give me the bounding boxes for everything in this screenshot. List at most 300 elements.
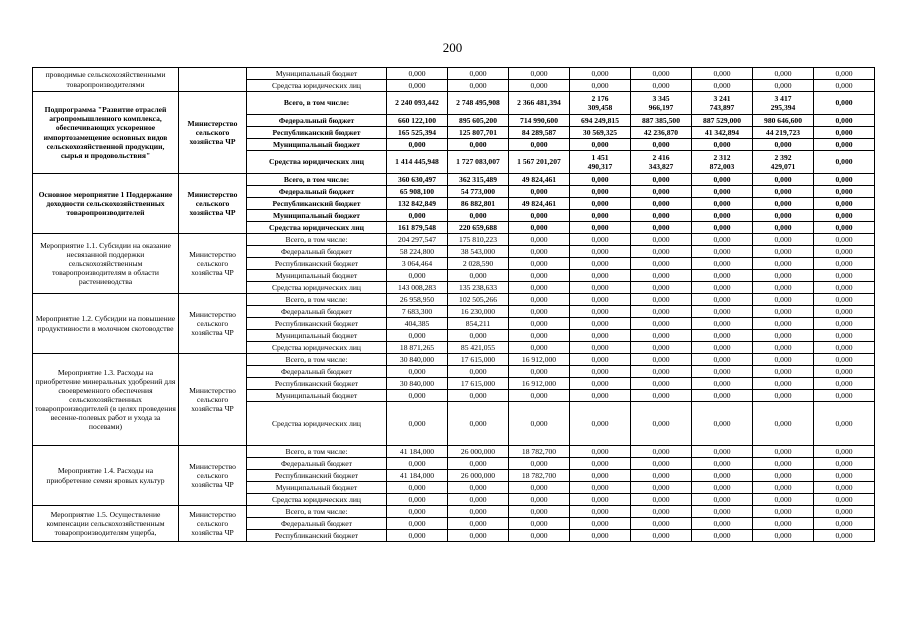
- amount-cell: 0,000: [570, 506, 631, 518]
- amount-cell: 0,000: [631, 198, 692, 210]
- amount-cell: 0,000: [753, 354, 814, 366]
- funding-source: Федеральный бюджет: [247, 246, 387, 258]
- amount-cell: 0,000: [753, 482, 814, 494]
- amount-cell: 0,000: [753, 318, 814, 330]
- amount-cell: 0,000: [814, 318, 875, 330]
- amount-cell: 0,000: [692, 68, 753, 80]
- amount-cell: 0,000: [631, 306, 692, 318]
- activity-name: Подпрограмма "Развитие отраслей агропромышленного комплекса, обеспечивающих ускоренное импортозамещение основных видов сельскохозяйственной продукции, сырья и продовольствия": [33, 92, 179, 174]
- amount-cell: 0,000: [753, 494, 814, 506]
- amount-cell: 0,000: [570, 294, 631, 306]
- amount-cell: 0,000: [570, 270, 631, 282]
- amount-cell: 2 366 481,394: [509, 92, 570, 115]
- amount-cell: 0,000: [631, 186, 692, 198]
- funding-source: Всего, в том числе:: [247, 234, 387, 246]
- amount-cell: 0,000: [692, 354, 753, 366]
- amount-cell: 694 249,815: [570, 115, 631, 127]
- activity-name: Мероприятие 1.1. Субсидии на оказание несвязанной поддержки сельскохозяйственным товаропроизводителям в области растениеводства: [33, 234, 179, 294]
- amount-cell: 0,000: [753, 378, 814, 390]
- amount-cell: 0,000: [753, 222, 814, 234]
- activity-name: Мероприятие 1.5. Осуществление компенсации сельскохозяйственным товаропроизводителям ущерба,: [33, 506, 179, 542]
- amount-cell: 220 659,688: [448, 222, 509, 234]
- amount-cell: 58 224,800: [387, 246, 448, 258]
- amount-cell: 0,000: [631, 222, 692, 234]
- amount-cell: 30 840,000: [387, 354, 448, 366]
- amount-cell: 0,000: [631, 354, 692, 366]
- amount-cell: 0,000: [814, 151, 875, 174]
- amount-cell: 0,000: [814, 127, 875, 139]
- activity-name: Мероприятие 1.3. Расходы на приобретение минеральных удобрений для своевременного обеспечения сельскохозяйственных товаропроизводителей (в целях проведения весенне-полевых работ и ухода за посевами): [33, 354, 179, 446]
- amount-cell: 0,000: [814, 306, 875, 318]
- amount-cell: 0,000: [448, 458, 509, 470]
- funding-source: Всего, в том числе:: [247, 446, 387, 458]
- amount-cell: 0,000: [570, 174, 631, 186]
- funding-source: Республиканский бюджет: [247, 198, 387, 210]
- amount-cell: 0,000: [814, 210, 875, 222]
- amount-cell: 86 882,801: [448, 198, 509, 210]
- amount-cell: 0,000: [631, 378, 692, 390]
- executor: Министерство сельского хозяйства ЧР: [179, 92, 247, 174]
- activity-name: Мероприятие 1.4. Расходы на приобретение семян яровых культур: [33, 446, 179, 506]
- amount-cell: 0,000: [631, 342, 692, 354]
- amount-cell: 2 392 429,071: [753, 151, 814, 174]
- amount-cell: 54 773,000: [448, 186, 509, 198]
- funding-source: Средства юридических лиц: [247, 282, 387, 294]
- amount-cell: 0,000: [814, 366, 875, 378]
- amount-cell: 0,000: [509, 270, 570, 282]
- amount-cell: 0,000: [753, 139, 814, 151]
- amount-cell: 0,000: [753, 330, 814, 342]
- amount-cell: 0,000: [631, 68, 692, 80]
- amount-cell: 2 176 309,458: [570, 92, 631, 115]
- amount-cell: 854,211: [448, 318, 509, 330]
- amount-cell: 0,000: [692, 330, 753, 342]
- executor: Министерство сельского хозяйства ЧР: [179, 506, 247, 542]
- amount-cell: 0,000: [448, 390, 509, 402]
- amount-cell: 0,000: [631, 246, 692, 258]
- amount-cell: 887 385,500: [631, 115, 692, 127]
- amount-cell: 0,000: [570, 446, 631, 458]
- amount-cell: 41 184,000: [387, 446, 448, 458]
- amount-cell: 0,000: [753, 258, 814, 270]
- amount-cell: 0,000: [509, 458, 570, 470]
- amount-cell: 42 236,870: [631, 127, 692, 139]
- amount-cell: 3 064,464: [387, 258, 448, 270]
- amount-cell: 0,000: [509, 342, 570, 354]
- amount-cell: 0,000: [692, 139, 753, 151]
- amount-cell: 0,000: [631, 258, 692, 270]
- amount-cell: 0,000: [509, 306, 570, 318]
- amount-cell: 0,000: [753, 198, 814, 210]
- amount-cell: 0,000: [753, 270, 814, 282]
- amount-cell: 1 414 445,948: [387, 151, 448, 174]
- amount-cell: 0,000: [753, 470, 814, 482]
- amount-cell: 0,000: [753, 342, 814, 354]
- amount-cell: 0,000: [570, 234, 631, 246]
- executor: Министерство сельского хозяйства ЧР: [179, 354, 247, 446]
- amount-cell: 0,000: [509, 518, 570, 530]
- funding-source: Федеральный бюджет: [247, 306, 387, 318]
- amount-cell: 17 615,000: [448, 354, 509, 366]
- funding-source: Муниципальный бюджет: [247, 390, 387, 402]
- amount-cell: 0,000: [631, 402, 692, 446]
- amount-cell: 0,000: [692, 234, 753, 246]
- amount-cell: 0,000: [814, 92, 875, 115]
- amount-cell: 0,000: [570, 306, 631, 318]
- amount-cell: 0,000: [631, 330, 692, 342]
- amount-cell: 0,000: [814, 80, 875, 92]
- table-row: [33, 174, 875, 186]
- amount-cell: 3 345 966,197: [631, 92, 692, 115]
- amount-cell: 0,000: [387, 518, 448, 530]
- amount-cell: 0,000: [570, 530, 631, 542]
- amount-cell: 0,000: [753, 506, 814, 518]
- amount-cell: 0,000: [631, 294, 692, 306]
- funding-source: Всего, в том числе:: [247, 92, 387, 115]
- amount-cell: 0,000: [814, 174, 875, 186]
- amount-cell: 0,000: [387, 494, 448, 506]
- amount-cell: 0,000: [692, 80, 753, 92]
- amount-cell: 0,000: [570, 80, 631, 92]
- amount-cell: 2 312 872,003: [692, 151, 753, 174]
- amount-cell: 0,000: [509, 530, 570, 542]
- amount-cell: 980 646,600: [753, 115, 814, 127]
- amount-cell: 175 810,223: [448, 234, 509, 246]
- amount-cell: 0,000: [753, 518, 814, 530]
- amount-cell: 0,000: [692, 530, 753, 542]
- amount-cell: 1 451 490,317: [570, 151, 631, 174]
- amount-cell: 0,000: [753, 210, 814, 222]
- funding-source: Муниципальный бюджет: [247, 210, 387, 222]
- amount-cell: 0,000: [509, 366, 570, 378]
- amount-cell: 0,000: [448, 139, 509, 151]
- amount-cell: 0,000: [448, 210, 509, 222]
- amount-cell: 0,000: [631, 530, 692, 542]
- amount-cell: 0,000: [570, 198, 631, 210]
- funding-source: Средства юридических лиц: [247, 80, 387, 92]
- amount-cell: 0,000: [692, 494, 753, 506]
- funding-source: Всего, в том числе:: [247, 174, 387, 186]
- amount-cell: 0,000: [387, 366, 448, 378]
- amount-cell: 0,000: [570, 366, 631, 378]
- amount-cell: 0,000: [387, 390, 448, 402]
- amount-cell: 26 958,950: [387, 294, 448, 306]
- amount-cell: 0,000: [570, 390, 631, 402]
- amount-cell: 0,000: [814, 270, 875, 282]
- funding-source: Всего, в том числе:: [247, 294, 387, 306]
- amount-cell: 0,000: [692, 270, 753, 282]
- amount-cell: 0,000: [570, 258, 631, 270]
- amount-cell: 0,000: [387, 530, 448, 542]
- amount-cell: 0,000: [814, 222, 875, 234]
- amount-cell: 41 184,000: [387, 470, 448, 482]
- amount-cell: 0,000: [570, 470, 631, 482]
- amount-cell: 0,000: [448, 530, 509, 542]
- table-row: [33, 234, 875, 246]
- amount-cell: 0,000: [448, 330, 509, 342]
- funding-source: Средства юридических лиц: [247, 494, 387, 506]
- amount-cell: 0,000: [631, 366, 692, 378]
- amount-cell: 0,000: [692, 482, 753, 494]
- activity-name: Мероприятие 1.2. Субсидии на повышение продуктивности в молочном скотоводстве: [33, 294, 179, 354]
- amount-cell: 0,000: [753, 246, 814, 258]
- amount-cell: 0,000: [692, 366, 753, 378]
- amount-cell: 0,000: [814, 378, 875, 390]
- table-row: [33, 506, 875, 518]
- amount-cell: 0,000: [814, 494, 875, 506]
- amount-cell: 0,000: [692, 518, 753, 530]
- amount-cell: 3 241 743,897: [692, 92, 753, 115]
- amount-cell: 143 008,283: [387, 282, 448, 294]
- amount-cell: 0,000: [814, 258, 875, 270]
- amount-cell: 0,000: [631, 210, 692, 222]
- amount-cell: 0,000: [753, 234, 814, 246]
- amount-cell: 0,000: [631, 174, 692, 186]
- amount-cell: 0,000: [509, 294, 570, 306]
- amount-cell: 0,000: [631, 470, 692, 482]
- amount-cell: 0,000: [448, 366, 509, 378]
- amount-cell: 30 840,000: [387, 378, 448, 390]
- amount-cell: 17 615,000: [448, 378, 509, 390]
- funding-source: Средства юридических лиц: [247, 402, 387, 446]
- amount-cell: 0,000: [692, 294, 753, 306]
- amount-cell: 0,000: [814, 234, 875, 246]
- amount-cell: 0,000: [631, 282, 692, 294]
- executor: Министерство сельского хозяйства ЧР: [179, 174, 247, 234]
- amount-cell: 0,000: [753, 390, 814, 402]
- table-row: [33, 446, 875, 458]
- amount-cell: 0,000: [509, 210, 570, 222]
- amount-cell: 0,000: [509, 330, 570, 342]
- amount-cell: 0,000: [570, 246, 631, 258]
- funding-source: Федеральный бюджет: [247, 115, 387, 127]
- funding-source: Республиканский бюджет: [247, 318, 387, 330]
- amount-cell: 0,000: [509, 234, 570, 246]
- amount-cell: 2 240 093,442: [387, 92, 448, 115]
- table-row: [33, 92, 875, 115]
- amount-cell: 30 569,325: [570, 127, 631, 139]
- amount-cell: 0,000: [387, 139, 448, 151]
- amount-cell: 102 505,266: [448, 294, 509, 306]
- amount-cell: 65 908,100: [387, 186, 448, 198]
- executor: Министерство сельского хозяйства ЧР: [179, 294, 247, 354]
- budget-table: [32, 67, 875, 542]
- amount-cell: 362 315,489: [448, 174, 509, 186]
- amount-cell: 85 421,055: [448, 342, 509, 354]
- amount-cell: 0,000: [692, 186, 753, 198]
- amount-cell: 0,000: [753, 282, 814, 294]
- executor: [179, 68, 247, 92]
- amount-cell: 2 748 495,908: [448, 92, 509, 115]
- amount-cell: 0,000: [814, 390, 875, 402]
- amount-cell: 26 000,000: [448, 470, 509, 482]
- amount-cell: 0,000: [814, 482, 875, 494]
- amount-cell: 0,000: [387, 506, 448, 518]
- amount-cell: 0,000: [814, 186, 875, 198]
- amount-cell: 0,000: [448, 80, 509, 92]
- funding-source: Муниципальный бюджет: [247, 270, 387, 282]
- amount-cell: 0,000: [631, 482, 692, 494]
- amount-cell: 0,000: [692, 318, 753, 330]
- amount-cell: 0,000: [509, 222, 570, 234]
- amount-cell: 84 289,587: [509, 127, 570, 139]
- amount-cell: 0,000: [753, 446, 814, 458]
- amount-cell: 0,000: [692, 402, 753, 446]
- executor: Министерство сельского хозяйства ЧР: [179, 446, 247, 506]
- amount-cell: 0,000: [509, 318, 570, 330]
- amount-cell: 0,000: [570, 518, 631, 530]
- amount-cell: 0,000: [814, 68, 875, 80]
- amount-cell: 0,000: [814, 470, 875, 482]
- amount-cell: 0,000: [509, 186, 570, 198]
- amount-cell: 0,000: [570, 482, 631, 494]
- amount-cell: 0,000: [814, 115, 875, 127]
- amount-cell: 0,000: [814, 330, 875, 342]
- amount-cell: 0,000: [814, 518, 875, 530]
- amount-cell: 26 000,000: [448, 446, 509, 458]
- page-number: 200: [442, 40, 463, 55]
- amount-cell: 0,000: [753, 366, 814, 378]
- amount-cell: 0,000: [631, 446, 692, 458]
- amount-cell: 0,000: [570, 318, 631, 330]
- amount-cell: 0,000: [448, 482, 509, 494]
- amount-cell: 0,000: [814, 198, 875, 210]
- funding-source: Средства юридических лиц: [247, 342, 387, 354]
- amount-cell: 714 990,600: [509, 115, 570, 127]
- funding-source: Республиканский бюджет: [247, 378, 387, 390]
- amount-cell: 404,385: [387, 318, 448, 330]
- amount-cell: 0,000: [570, 494, 631, 506]
- amount-cell: 0,000: [753, 174, 814, 186]
- amount-cell: 0,000: [692, 222, 753, 234]
- activity-name: проводимые сельскохозяйственными товаропроизводителями: [33, 68, 179, 92]
- amount-cell: 0,000: [509, 246, 570, 258]
- amount-cell: 1 567 201,207: [509, 151, 570, 174]
- amount-cell: 0,000: [814, 342, 875, 354]
- amount-cell: 0,000: [570, 68, 631, 80]
- amount-cell: 16 912,000: [509, 354, 570, 366]
- amount-cell: 0,000: [692, 470, 753, 482]
- amount-cell: 38 543,000: [448, 246, 509, 258]
- amount-cell: 0,000: [448, 68, 509, 80]
- amount-cell: 0,000: [509, 68, 570, 80]
- amount-cell: 0,000: [814, 354, 875, 366]
- amount-cell: 0,000: [509, 258, 570, 270]
- amount-cell: 0,000: [631, 494, 692, 506]
- amount-cell: 0,000: [509, 139, 570, 151]
- amount-cell: 1 727 083,007: [448, 151, 509, 174]
- amount-cell: 0,000: [814, 294, 875, 306]
- amount-cell: 0,000: [570, 342, 631, 354]
- amount-cell: 0,000: [753, 68, 814, 80]
- amount-cell: 0,000: [387, 68, 448, 80]
- amount-cell: 135 238,633: [448, 282, 509, 294]
- amount-cell: 18 782,700: [509, 470, 570, 482]
- amount-cell: 0,000: [570, 282, 631, 294]
- amount-cell: 0,000: [509, 390, 570, 402]
- funding-source: Федеральный бюджет: [247, 366, 387, 378]
- amount-cell: 0,000: [692, 174, 753, 186]
- funding-source: Средства юридических лиц: [247, 222, 387, 234]
- amount-cell: 7 683,300: [387, 306, 448, 318]
- amount-cell: 0,000: [692, 198, 753, 210]
- amount-cell: 0,000: [387, 330, 448, 342]
- amount-cell: 0,000: [509, 402, 570, 446]
- table-body: [33, 68, 875, 542]
- amount-cell: 0,000: [448, 270, 509, 282]
- amount-cell: 0,000: [692, 258, 753, 270]
- table-row: [33, 354, 875, 366]
- amount-cell: 0,000: [509, 506, 570, 518]
- funding-source: Муниципальный бюджет: [247, 330, 387, 342]
- amount-cell: 2 416 343,827: [631, 151, 692, 174]
- amount-cell: 16 912,000: [509, 378, 570, 390]
- amount-cell: 0,000: [448, 494, 509, 506]
- funding-source: Федеральный бюджет: [247, 518, 387, 530]
- amount-cell: 0,000: [753, 294, 814, 306]
- amount-cell: 165 525,394: [387, 127, 448, 139]
- amount-cell: 0,000: [631, 234, 692, 246]
- amount-cell: 0,000: [509, 282, 570, 294]
- amount-cell: 0,000: [570, 139, 631, 151]
- amount-cell: 0,000: [570, 354, 631, 366]
- amount-cell: 0,000: [753, 458, 814, 470]
- amount-cell: 161 879,548: [387, 222, 448, 234]
- amount-cell: 44 219,723: [753, 127, 814, 139]
- amount-cell: 0,000: [692, 282, 753, 294]
- amount-cell: 3 417 295,394: [753, 92, 814, 115]
- amount-cell: 0,000: [692, 378, 753, 390]
- amount-cell: 16 230,000: [448, 306, 509, 318]
- table-row: [33, 68, 875, 80]
- amount-cell: 0,000: [509, 494, 570, 506]
- funding-source: Республиканский бюджет: [247, 470, 387, 482]
- amount-cell: 0,000: [631, 80, 692, 92]
- funding-source: Муниципальный бюджет: [247, 68, 387, 80]
- amount-cell: 132 842,849: [387, 198, 448, 210]
- funding-source: Республиканский бюджет: [247, 258, 387, 270]
- amount-cell: 660 122,100: [387, 115, 448, 127]
- amount-cell: 0,000: [753, 402, 814, 446]
- amount-cell: 18 782,700: [509, 446, 570, 458]
- funding-source: Средства юридических лиц: [247, 151, 387, 174]
- amount-cell: 0,000: [692, 246, 753, 258]
- amount-cell: 41 342,894: [692, 127, 753, 139]
- amount-cell: 0,000: [814, 246, 875, 258]
- amount-cell: 887 529,000: [692, 115, 753, 127]
- funding-source: Всего, в том числе:: [247, 354, 387, 366]
- amount-cell: 0,000: [692, 342, 753, 354]
- amount-cell: 0,000: [387, 402, 448, 446]
- amount-cell: 0,000: [631, 270, 692, 282]
- amount-cell: 0,000: [692, 390, 753, 402]
- amount-cell: 0,000: [753, 186, 814, 198]
- funding-source: Муниципальный бюджет: [247, 139, 387, 151]
- amount-cell: 0,000: [570, 402, 631, 446]
- amount-cell: 0,000: [814, 506, 875, 518]
- amount-cell: 0,000: [387, 270, 448, 282]
- amount-cell: 0,000: [631, 458, 692, 470]
- amount-cell: 0,000: [814, 458, 875, 470]
- amount-cell: 0,000: [814, 530, 875, 542]
- amount-cell: 0,000: [692, 446, 753, 458]
- executor: Министерство сельского хозяйства ЧР: [179, 234, 247, 294]
- funding-source: Республиканский бюджет: [247, 530, 387, 542]
- amount-cell: 0,000: [753, 306, 814, 318]
- amount-cell: 895 605,200: [448, 115, 509, 127]
- amount-cell: 0,000: [509, 80, 570, 92]
- funding-source: Республиканский бюджет: [247, 127, 387, 139]
